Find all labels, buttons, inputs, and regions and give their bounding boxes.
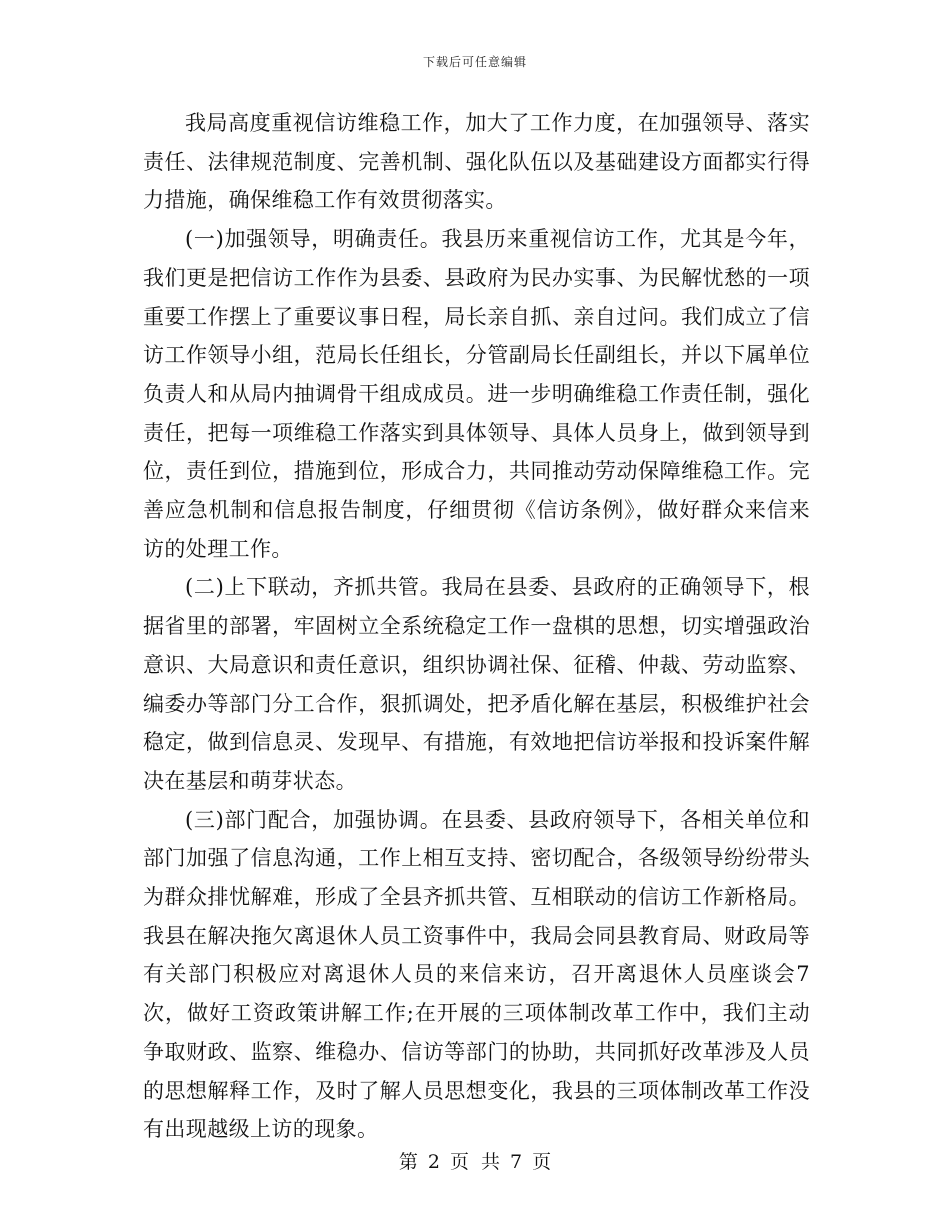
paragraph-intro: 我局高度重视信访维稳工作，加大了工作力度，在加强领导、落实责任、法律规范制度、完善机制、强化队伍以及基础建设方面都实行得力措施，确保维稳工作有效贯彻落实。 [143,111,810,213]
footer-suffix: 页 [532,1151,552,1173]
page-footer [0,1147,950,1174]
paragraph-section-2: (二)上下联动，齐抓共管。我局在县委、县政府的正确领导下，根据省里的部署，牢固树立全系统稳定工作一盘棋的思想，切实增强政治意识、大局意识和责任意识，组织协调社保、征稽、仲裁、劳动监察、编委办等部门分工合作，狠抓调处，把矛盾化解在基层，积极维护社会稳定，做到信息灵、发现早、有措施，有效地把信访举报和投诉案件解决在基层和萌芽状态。 [143,575,810,793]
footer-mid: 页 共 [449,1151,501,1173]
paragraph-section-3: (三)部门配合，加强协调。在县委、县政府领导下，各相关单位和部门加强了信息沟通，工作上相互支持、密切配合，各级领导纷纷带头为群众排忧解难，形成了全县齐抓共管、互相联动的信访工作新格局。我县在解决拖欠离退休人员工资事件中，我局会同县教育局、财政局等有关部门积极应对离退休人员的来信来访，召开离退休人员座谈会7次，做好工资政策讲解工作;在开展的三项体制改革工作中，我们主动争取财政、监察、维稳办、信访等部门的协助，共同抓好改革涉及人员的思想解释工作，及时了解人员思想变化，我县的三项体制改革工作没有出现越级上访的现象。 [143,807,810,1142]
footer-current-page: 2 [427,1151,440,1173]
paragraph-section-1: (一)加强领导，明确责任。我县历来重视信访工作，尤其是今年，我们更是把信访工作作为县委、县政府为民办实事、为民解忧愁的一项重要工作摆上了重要议事日程，局长亲自抓、亲自过问。我们成立了信访工作领导小组，范局长任组长，分管副局长任副组长，并以下属单位负责人和从局内抽调骨干组成成员。进一步明确维稳工作责任制，强化责任，把每一项维稳工作落实到具体领导、具体人员身上，做到领导到位，责任到位，措施到位，形成合力，共同推动劳动保障维稳工作。完善应急机制和信息报告制度，仔细贯彻《信访条例》，做好群众来信来访的处理工作。 [143,227,810,561]
footer-prefix: 第 [398,1151,418,1173]
footer-total-pages: 7 [510,1151,523,1173]
page-header: 下载后可任意编辑 [422,55,527,69]
document-body [143,104,810,1149]
